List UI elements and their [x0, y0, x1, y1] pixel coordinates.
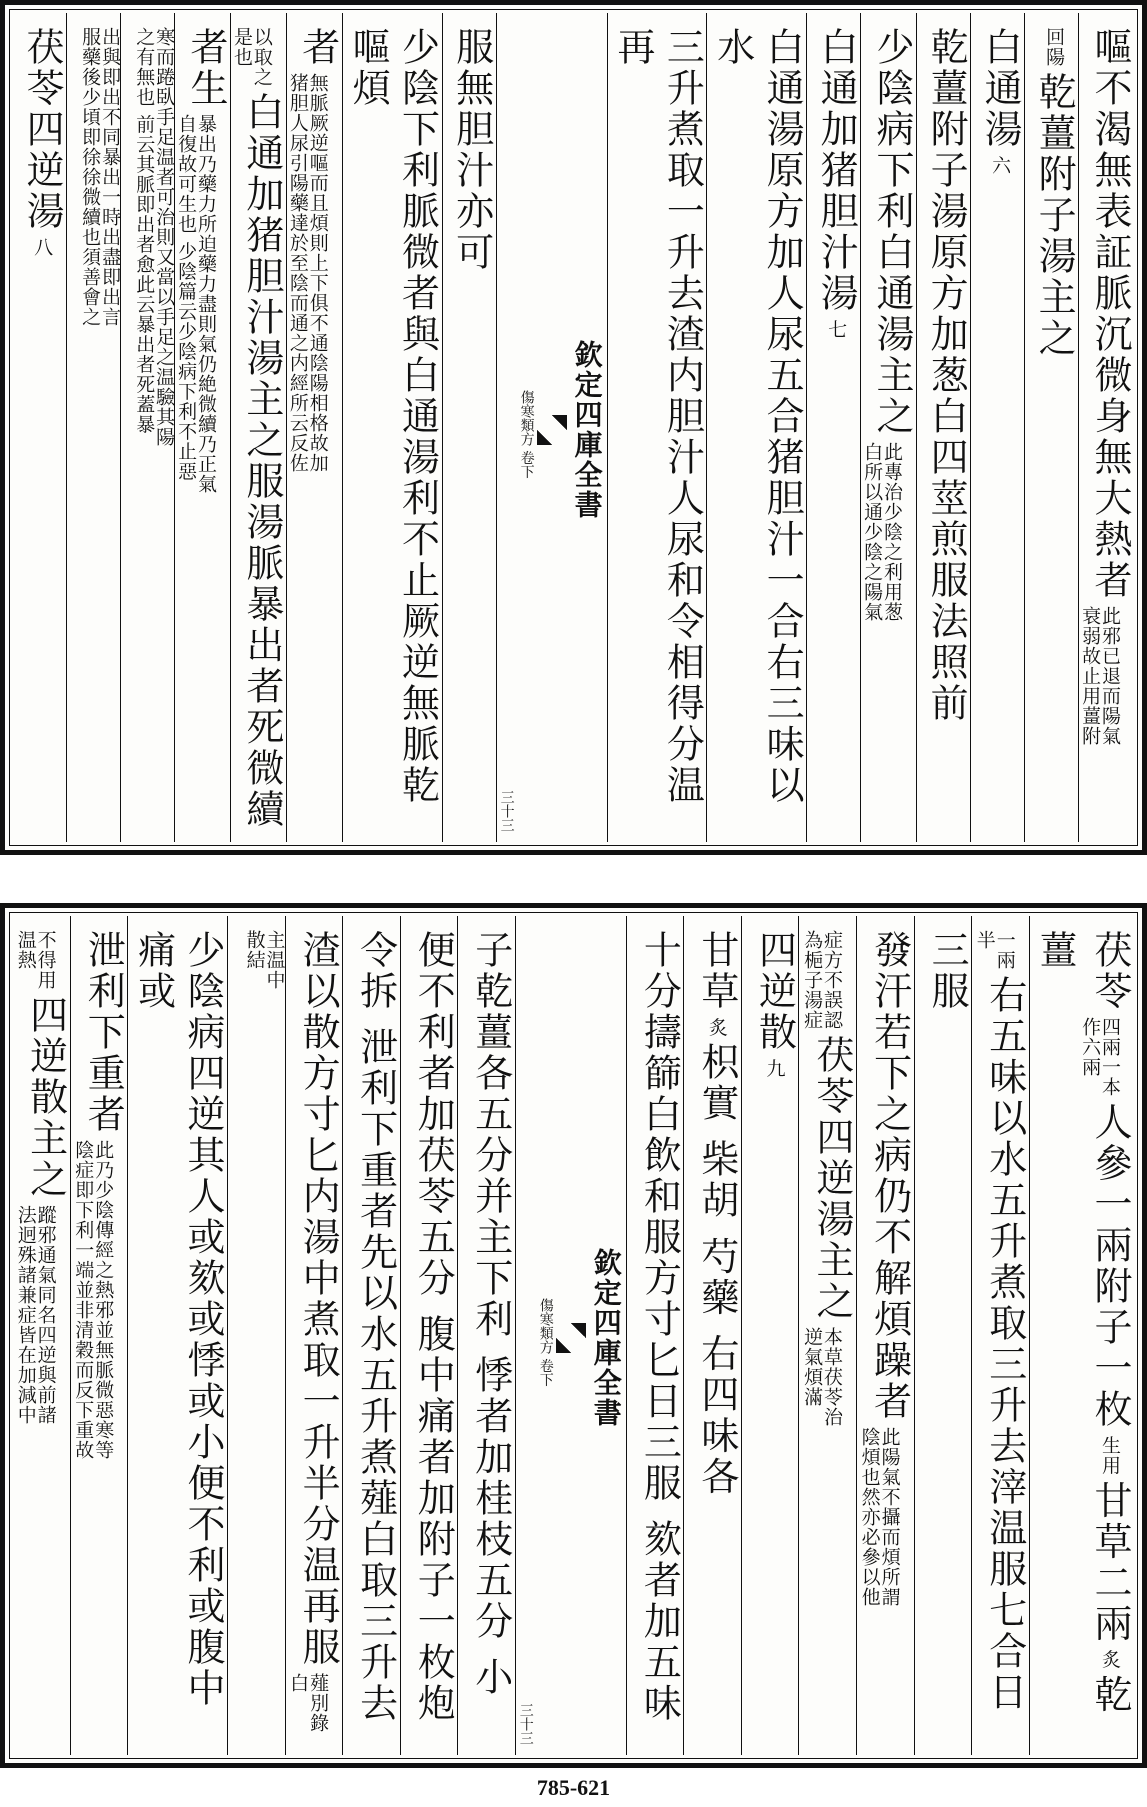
column-17	[13, 13, 66, 842]
column-8	[626, 916, 684, 1755]
annotation: 此邪已退而陽氣	[1099, 606, 1121, 747]
page-gutter	[496, 13, 607, 842]
column-14	[174, 13, 230, 842]
column-3	[970, 13, 1024, 842]
main-text: 茯苓四逆湯主之	[810, 1035, 855, 1323]
book-title: 欽定四庫全書	[589, 1247, 623, 1428]
main-text: 乾薑	[1033, 930, 1132, 1716]
column-7	[706, 13, 806, 842]
main-text: 白通湯原方加人尿五合猪胆汁一合右三味以水	[710, 27, 805, 806]
main-text: 便不利者加茯苓五分 腹中痛者加附子一枚炮	[411, 930, 456, 1725]
main-text: 人參一兩附子一枚	[1088, 1102, 1132, 1431]
annotation: 自復故可生也 少陰篇云少陰病下利不止惡	[175, 114, 198, 482]
annotation: 症方不誤認	[821, 930, 844, 1030]
main-text: 右五味以水五升煮取三升去滓温服七合日	[982, 975, 1027, 1714]
column-3	[914, 916, 972, 1755]
main-text: 少陰下利脈微者與白通湯利不止厥逆無脈乾嘔煩	[346, 27, 440, 806]
main-text: 少陰病下利白通湯主之	[870, 27, 915, 437]
annotation: 主温中	[263, 930, 286, 990]
main-text: 三服	[925, 930, 970, 1012]
leaf-number: 三十三	[517, 1703, 534, 1745]
main-text: 乾薑附子湯主之	[1032, 72, 1077, 360]
annotation: 四兩一本	[1099, 1017, 1121, 1098]
formula-title: 白通湯	[978, 27, 1023, 150]
column-6	[741, 916, 799, 1755]
annotation: 薤別錄	[307, 1673, 330, 1734]
volume-label: 傷寒類方 卷下	[537, 1298, 554, 1387]
main-text: 嘔不渴無表証脈沉微身無大熱者	[1088, 27, 1132, 601]
annotation: 温熱	[14, 930, 37, 970]
column-12	[286, 13, 342, 842]
main-text: 渣以散方寸匕内湯中煮取一升半分温再服	[296, 930, 341, 1668]
main-text: 令拆 泄利下重者先以水五升煮薤白取三升去	[353, 930, 398, 1725]
main-text: 服無胆汁亦可	[449, 27, 494, 273]
annotation: 寒而踡臥手足温者可治則又當以手足之温驗其陽	[153, 27, 176, 447]
annotation: 是也	[230, 27, 253, 67]
fish-tail-ornament	[556, 1323, 586, 1353]
main-text: 枳實 柴胡 芍藥 右四味各	[694, 1042, 739, 1498]
main-text: 茯苓	[1088, 930, 1132, 1012]
annotation: 無脈厥逆嘔而且煩則上下俱不通陰陽相格故加	[306, 73, 329, 474]
column-5	[860, 13, 916, 842]
main-text: 少陰病四逆其人或欬或悸或小便不利或腹中痛或	[131, 930, 225, 1709]
annotation: 此專治少陰之利用葱	[881, 442, 904, 623]
annotation: 逆氣煩滿	[801, 1327, 824, 1408]
column-8	[607, 13, 707, 842]
main-text: 泄利下重者	[81, 930, 126, 1135]
main-text: 四逆散主之	[23, 995, 68, 1201]
column-11	[400, 916, 458, 1755]
annotation: 此乃少陰傳經之熱邪並無脈微惡寒等	[92, 1140, 115, 1461]
column-17	[13, 916, 70, 1755]
formula-number: 六	[989, 155, 1012, 176]
annotation: 以取之	[250, 27, 273, 87]
main-text: 乾薑附子湯原方加葱白四莖煎服法照前	[924, 27, 969, 724]
column-6	[806, 13, 860, 842]
annotation: 散結	[243, 930, 266, 970]
volume-label: 傷寒類方 卷下	[518, 390, 535, 479]
formula-number: 八	[31, 237, 54, 258]
column-15	[127, 916, 227, 1755]
annotation: 半	[973, 930, 996, 950]
top-page-panel	[0, 0, 1147, 855]
column-15	[120, 13, 174, 842]
formula-title: 白通加猪胆汁湯	[814, 27, 859, 314]
column-12	[342, 916, 400, 1755]
annotation: 本草茯苓治	[821, 1327, 844, 1428]
formula-number: 七	[825, 319, 848, 340]
annotation: 之有無也 前云其脈即出者愈此云暴出者死蓋暴	[133, 27, 156, 435]
annotation: 陰症即下利一端並非清穀而反下重故	[72, 1140, 95, 1461]
column-16	[66, 13, 120, 842]
annotation: 炙	[705, 1017, 728, 1038]
column-5	[798, 916, 856, 1755]
main-text: 者生	[184, 27, 228, 109]
annotation: 白所以通少陰之陽氣	[861, 442, 884, 623]
annotation: 為梔子湯症	[801, 930, 824, 1030]
annotation: 此陽氣不攝而煩所謂	[878, 1427, 901, 1608]
annotation: 出與即出不同暴出一時出盡即出言	[99, 27, 122, 327]
annotation: 生用	[1099, 1435, 1121, 1476]
page-number: 785-621	[536, 1775, 611, 1800]
main-text: 三升煮取一升去渣内胆汁人尿和令相得分温再	[610, 27, 705, 806]
column-10	[457, 916, 515, 1755]
annotation: 陰煩也然亦必參以他	[858, 1427, 881, 1608]
annotation: 炙	[1099, 1649, 1121, 1670]
column-1	[1078, 13, 1134, 842]
column-2	[1024, 13, 1078, 842]
main-text: 甘草	[694, 930, 739, 1012]
main-text: 甘草二兩	[1088, 1480, 1132, 1645]
annotation: 蹤邪通氣同名四逆與前諸	[34, 1205, 57, 1426]
formula-number: 九	[763, 1058, 786, 1079]
main-text: 十分擣篩白飲和服方寸匕日三服 欬者加五味	[637, 930, 682, 1725]
annotation: 白	[287, 1673, 310, 1694]
column-14	[227, 916, 285, 1755]
column-16	[70, 916, 128, 1755]
annotation: 一兩	[993, 930, 1016, 970]
annotation: 猪胆人尿引陽藥達於至陰而通之内經所云反佐	[286, 73, 309, 474]
annotation: 回陽	[1043, 27, 1066, 67]
main-text: 白通加猪胆汁湯主之服湯脈暴出者死微續	[239, 92, 284, 831]
column-11	[342, 13, 442, 842]
column-10	[442, 13, 496, 842]
main-text: 子乾薑各五分并主下利 悸者加桂枝五分 小	[468, 930, 513, 1699]
main-text: 者	[295, 27, 340, 68]
formula-title: 四逆散	[752, 930, 797, 1053]
column-4	[916, 13, 970, 842]
main-text: 發汗若下之病仍不解煩躁者	[867, 930, 912, 1422]
column-7	[683, 916, 741, 1755]
column-13	[230, 13, 286, 842]
column-1	[1029, 916, 1134, 1755]
column-4	[856, 916, 914, 1755]
annotation: 服藥後少頃即徐徐微續也須善會之	[79, 27, 102, 327]
column-13	[285, 916, 343, 1755]
book-title: 欽定四庫全書	[570, 339, 604, 520]
annotation: 暴出乃藥力所迫藥力盡則氣仍絶微續乃正氣	[195, 114, 217, 495]
formula-title: 茯苓四逆湯	[20, 27, 65, 232]
annotation: 衰弱故止用薑附	[1079, 606, 1102, 747]
fish-tail-ornament	[537, 415, 567, 445]
column-2	[971, 916, 1029, 1755]
leaf-number: 三十三	[498, 790, 515, 832]
annotation: 作六兩	[1079, 1017, 1102, 1078]
annotation: 不得用	[34, 930, 57, 990]
bottom-page-panel	[0, 903, 1147, 1768]
page-gutter	[515, 916, 626, 1755]
annotation: 法迥殊諸兼症皆在加減中	[14, 1205, 37, 1426]
